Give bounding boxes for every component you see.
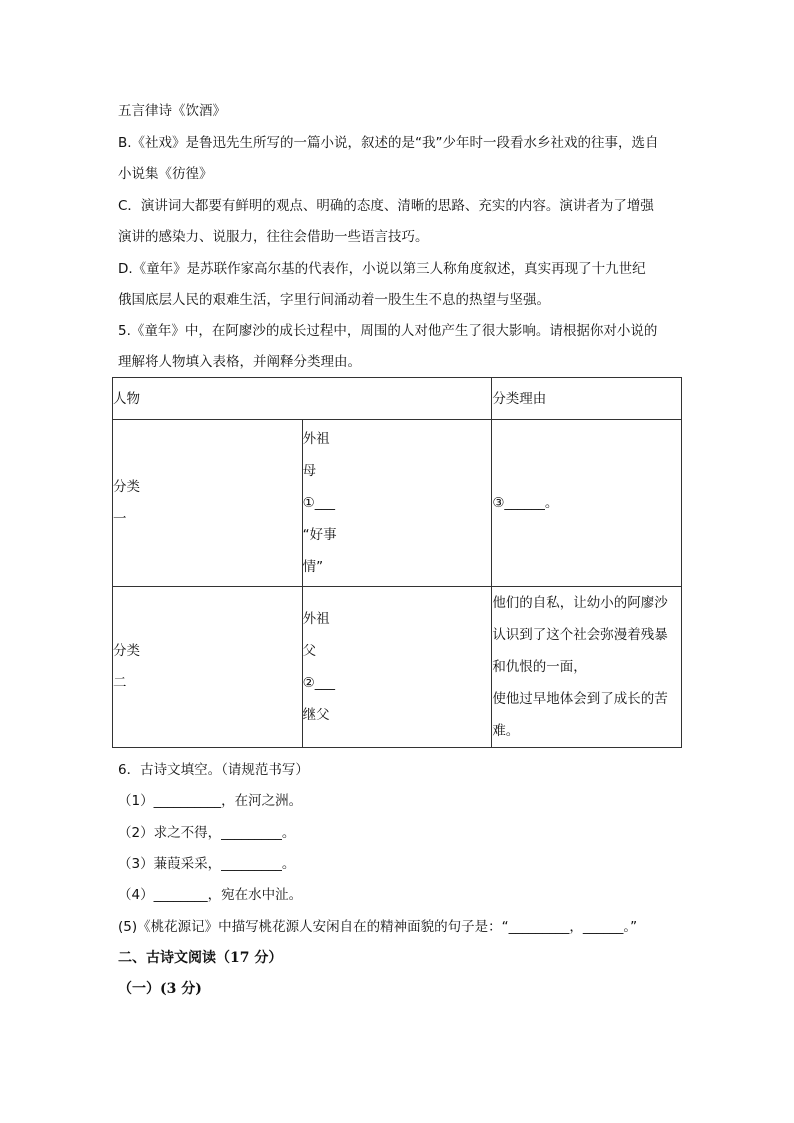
text-line: D.《童年》是苏联作家高尔基的代表作，小说以第三人称角度叙述，真实再现了十九世纪 [118, 261, 646, 277]
category-cell: 分类 一 [113, 420, 303, 587]
fill-item[interactable]: （3）蒹葭采采，_________。 [118, 856, 296, 872]
reason-cell-blank-3[interactable]: ③______。 [492, 420, 682, 587]
fill-item[interactable]: （4）________，宛在水中沚。 [118, 887, 303, 903]
blank-2[interactable]: ②___ [302, 675, 336, 691]
header-reason: 分类理由 [492, 378, 682, 420]
header-person: 人物 [113, 378, 492, 420]
question-5: 5.《童年》中，在阿廖沙的成长过程中，周围的人对他产生了很大影响。请根据你对小说的 [118, 323, 658, 339]
people-cell: 外祖 母 ①___ “好事 情” [302, 420, 492, 587]
fill-item[interactable]: （2）求之不得，_________。 [118, 825, 296, 841]
blank-1[interactable]: ①___ [302, 495, 336, 511]
fill-item[interactable]: （1）__________，在河之洲。 [118, 793, 303, 809]
text-line: 演讲的感染力、说服力，往往会借助一些语言技巧。 [118, 229, 429, 245]
text-line: 小说集《彷徨》 [118, 166, 213, 182]
text-line: 理解将人物填入表格，并阐释分类理由。 [118, 354, 361, 370]
people-cell: 外祖 父 ②___ 继父 [302, 587, 492, 748]
category-cell: 分类 二 [113, 587, 303, 748]
reason-cell: 他们的自私，让幼小的阿廖沙认识到了这个社会弥漫着残暴和仇恨的一面， 使他过早地体会到了成长的苦难。 [492, 587, 682, 748]
text-line: 俄国底层人民的艰难生活，字里行间涌动着一股生生不息的热望与坚强。 [118, 292, 550, 308]
fill-item[interactable]: (5)《桃花源记》中描写桃花源人安闲自在的精神面貌的句子是：“_________，______。” [118, 919, 638, 935]
classification-table [112, 377, 682, 748]
section-title: 二、古诗文阅读（17 分） [118, 950, 283, 966]
question-6-title: 6．古诗文填空。（请规范书写） [118, 762, 309, 778]
subsection-title: （一）(3 分) [118, 981, 202, 997]
text-line: C．演讲词大都要有鲜明的观点、明确的态度、清晰的思路、充实的内容。演讲者为了增强 [118, 198, 654, 214]
text-line: 五言律诗《饮酒》 [118, 103, 226, 119]
text-line: B.《社戏》是鲁迅先生所写的一篇小说，叙述的是“我”少年时一段看水乡社戏的往事，选自 [118, 135, 659, 151]
